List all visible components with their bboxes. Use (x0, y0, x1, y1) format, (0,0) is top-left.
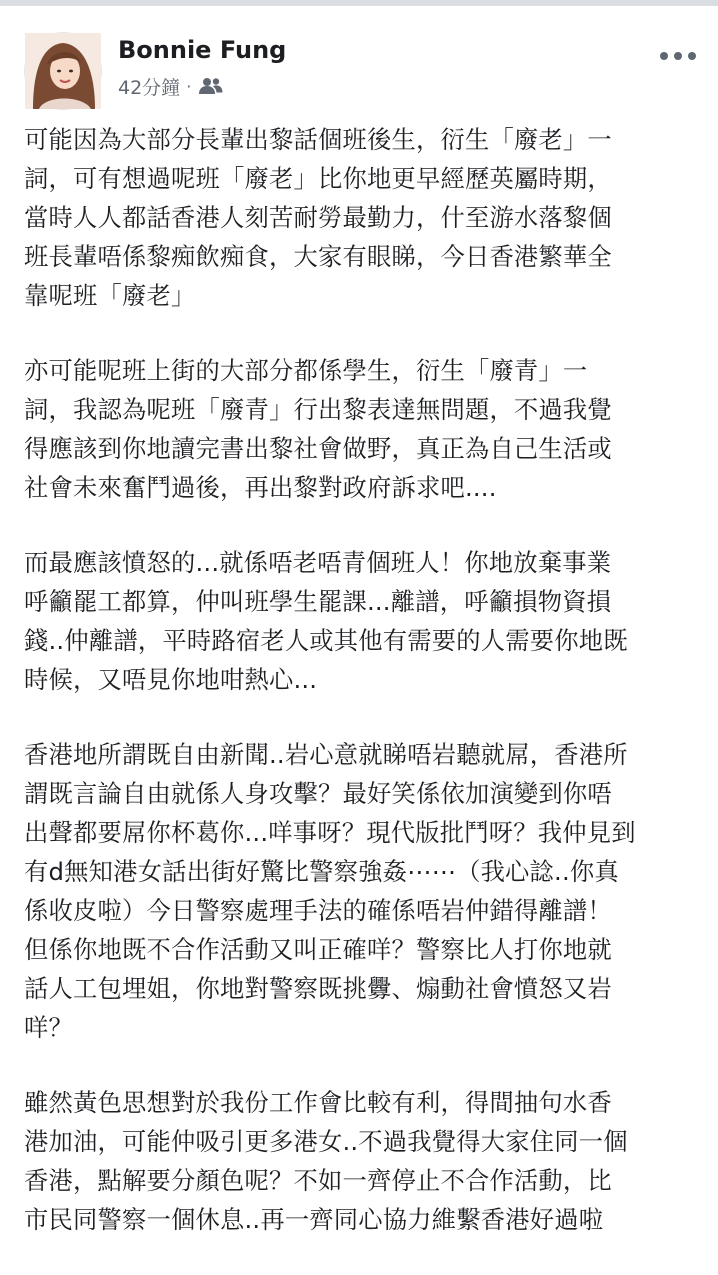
profile-photo-icon (25, 33, 101, 109)
more-dot (688, 52, 696, 60)
avatar[interactable] (24, 32, 102, 110)
more-dot (674, 52, 682, 60)
more-options-icon[interactable] (660, 46, 696, 66)
post-paragraph-3: 而最應該憤怒的...就係唔老唔青個班人！你地放棄事業 呼籲罷工都算，仲叫班學生罷課...離譜，呼籲損物資損 錢..仲離譜，平時路宿老人或其他有需要的人需要你地既 時候，又唔見你地咁熱心... (24, 548, 628, 694)
meta-separator: · (186, 76, 192, 96)
author-name[interactable]: Bonnie Fung (118, 36, 287, 64)
post-paragraph-4: 香港地所謂既自由新聞..岩心意就睇唔岩聽就屌，香港所 謂既言論自由就係人身攻擊？最好笑係依加演變到你唔 出聲都要屌你杯葛你...咩事呀？現代版批鬥呀？我仲見到 有d無知港女話出街好驚比警察強姦⋯⋯（我心諗..你真 係收皮啦）今日警察處理手法的確係唔岩仲錯得離譜！ 但係你地既不合作活動又叫正確咩？警察比人打你地就 話人工包埋姐，你地對警察既挑釁、煽動社會憤怒又岩 咩？ (24, 740, 636, 1042)
post-meta (118, 72, 223, 100)
friends-icon[interactable] (199, 77, 223, 95)
post-paragraph-2: 亦可能呢班上街的大部分都係學生，衍生「廢青」一 詞，我認為呢班「廢青」行出黎表達無問題，不過我覺 得應該到你地讀完書出黎社會做野，真正為自己生活或 社會未來奮鬥過後，再出黎對政府訴求吧.... (24, 356, 612, 502)
post-paragraph-5: 雖然黃色思想對於我份工作會比較有利，得間抽句水香 港加油，可能仲吸引更多港女..不過我覺得大家住同一個 香港，點解要分顏色呢？不如一齊停止不合作活動，比 市民同警察一個休息..再一齊同心協力維繫香港好過啦 (24, 1088, 628, 1234)
post-paragraph-1: 可能因為大部分長輩出黎話個班後生，衍生「廢老」一 詞，可有想過呢班「廢老」比你地更早經歷英屬時期， 當時人人都話香港人刻苦耐勞最勤力，什至游水落黎個 班長輩唔係黎痴飲痴食，大家有眼睇，今日香港繁華全 靠呢班「廢老」 (24, 125, 612, 310)
timestamp[interactable]: 42分鐘 (118, 76, 181, 99)
more-dot (660, 52, 668, 60)
post-body (24, 120, 704, 1275)
facebook-post (0, 6, 718, 1234)
